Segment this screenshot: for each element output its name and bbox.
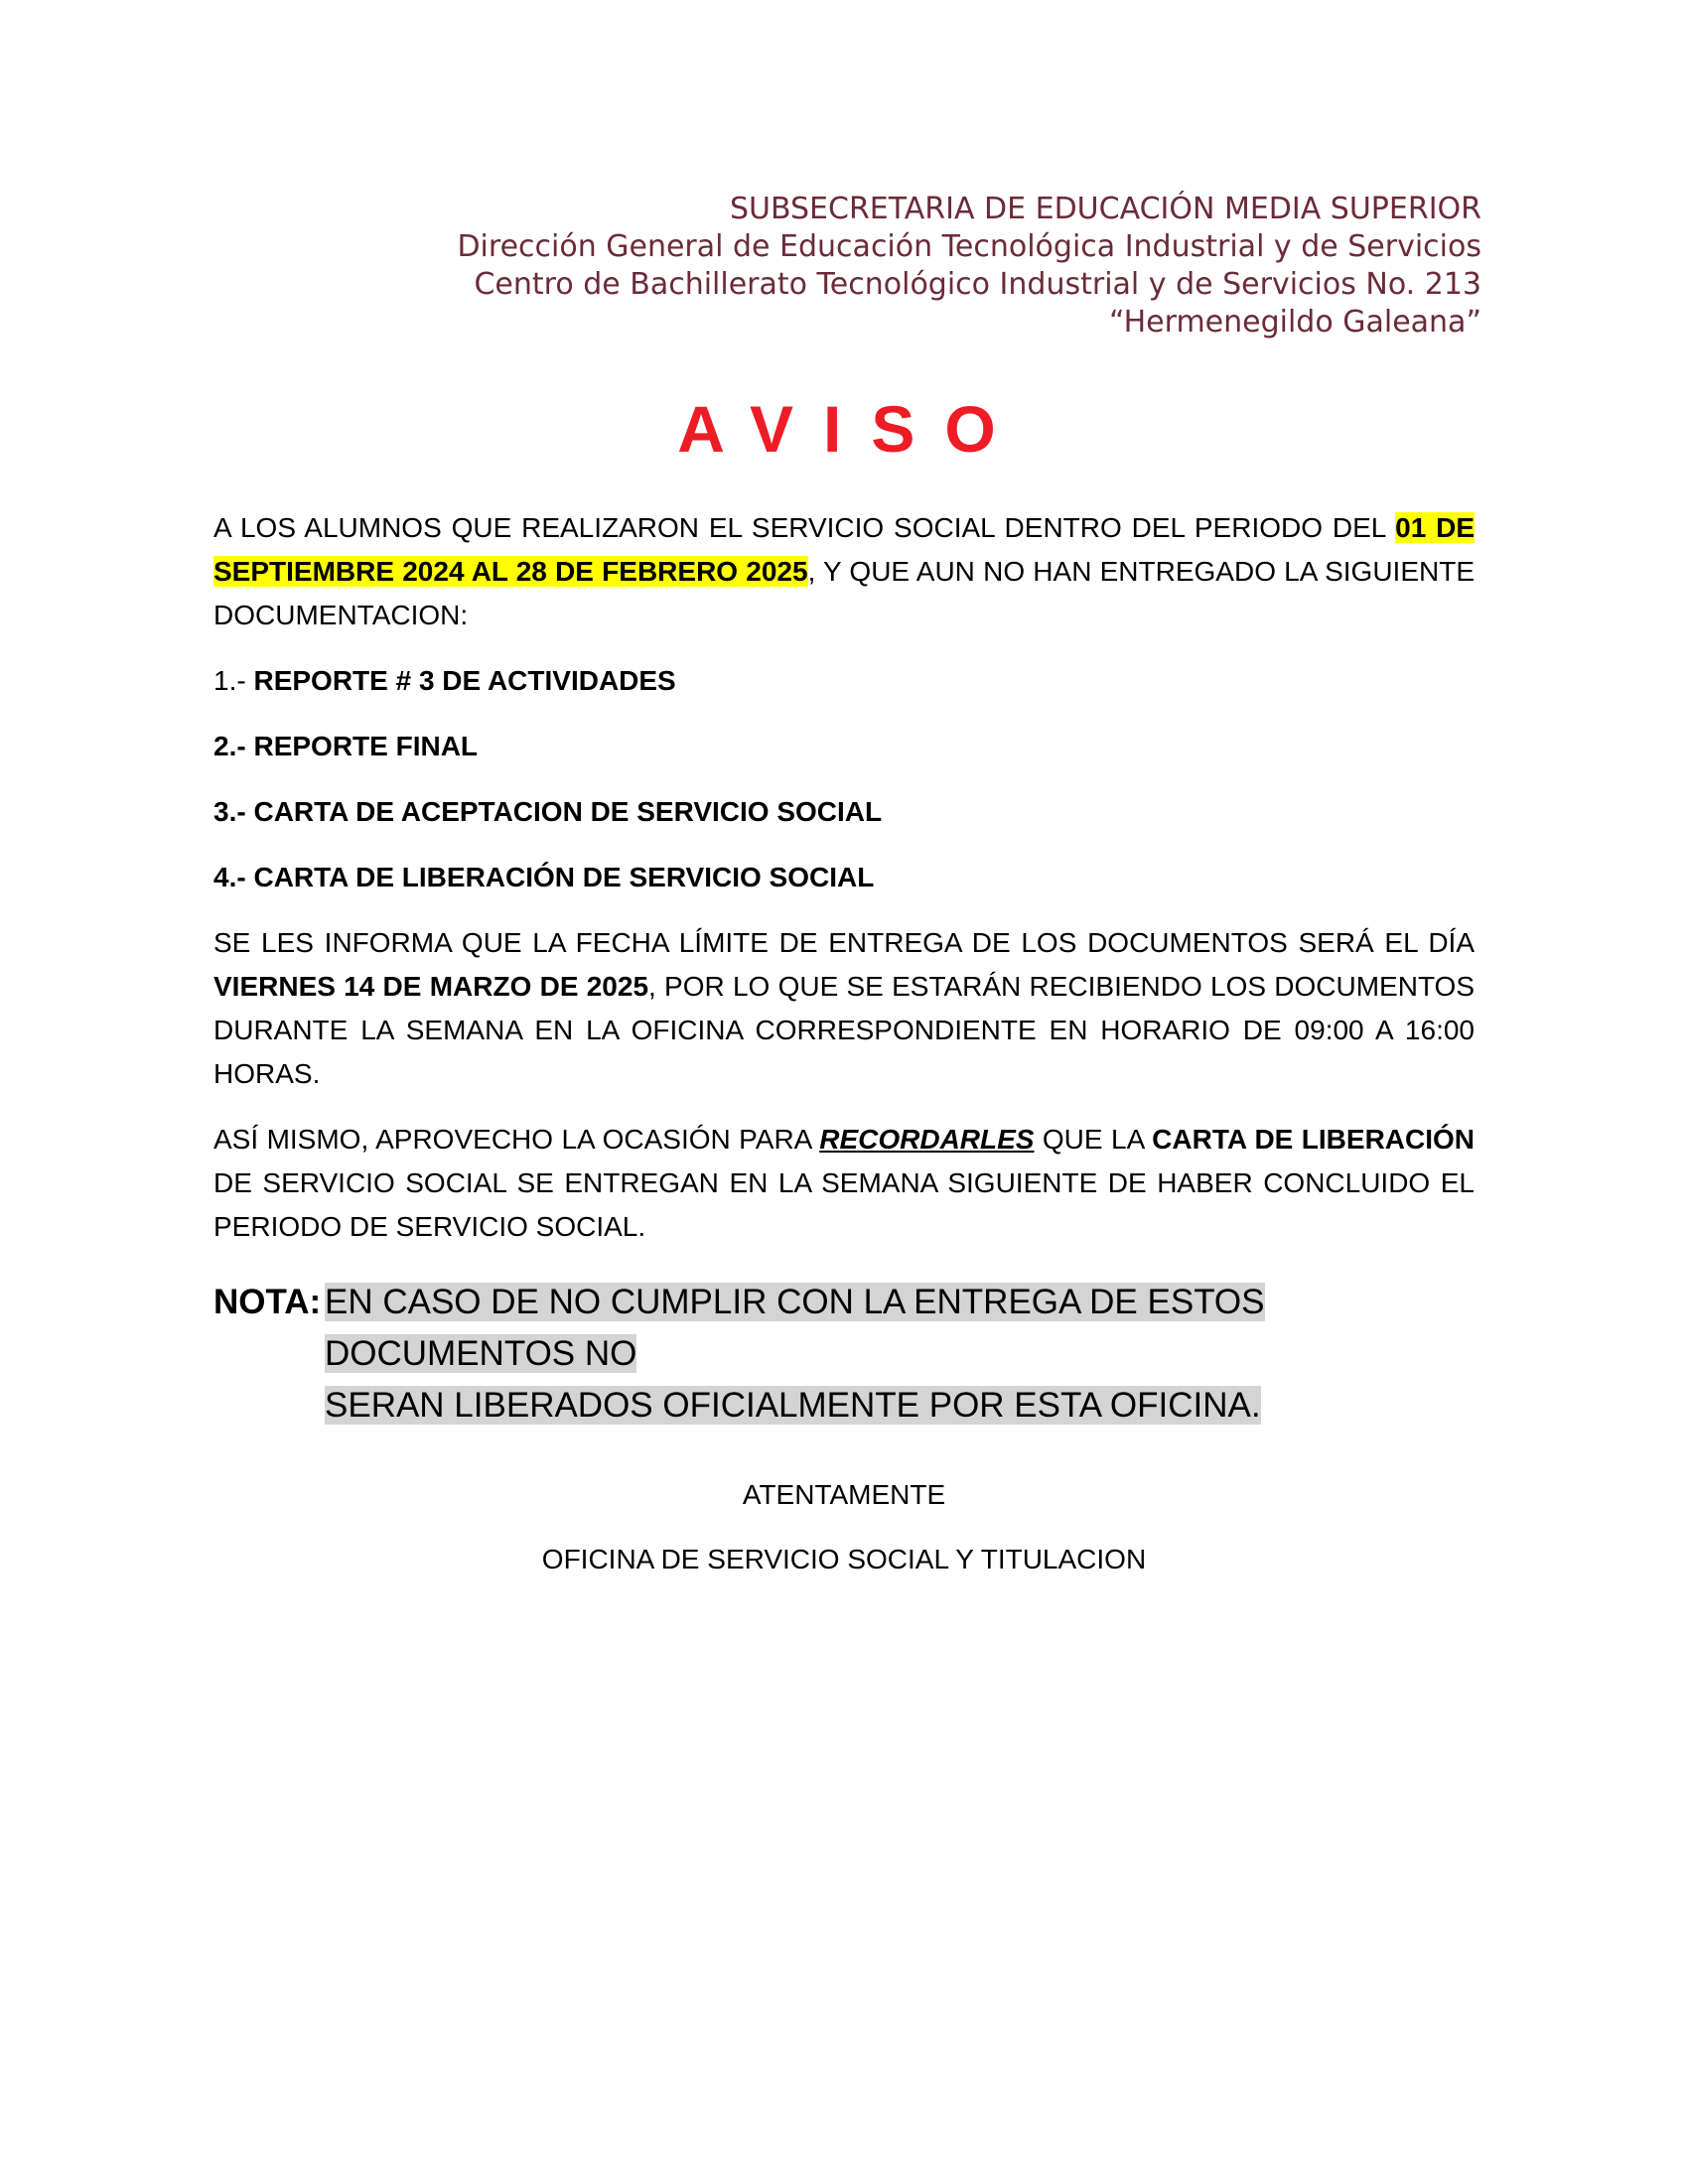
reminder-bold: CARTA DE LIBERACIÓN [1152,1124,1476,1155]
notice-body [213,506,1475,1432]
nota-label: NOTA: [213,1283,322,1321]
closing-office: OFICINA DE SERVICIO SOCIAL Y TITULACION [541,1544,1147,1574]
intro-text-after: , Y QUE AUN NO HAN ENTREGADO LA SIGUIENTE DOCUMENTACION: [213,556,1476,630]
item-text: REPORTE FINAL [253,731,479,761]
item-number: 2.- [213,731,254,761]
letterhead [457,191,1481,341]
document-item-3 [213,790,1475,834]
reminder-text-middle: QUE LA [1034,1124,1153,1155]
nota-line-1: EN CASO DE NO CUMPLIR CON LA ENTREGA DE ESTOS DOCUMENTOS NO [325,1283,1265,1373]
reminder-text: ASÍ MISMO, APROVECHO LA OCASIÓN PARA [213,1124,820,1155]
header-line-school-name: “Hermenegildo Galeana” [1109,305,1481,340]
header-line-subsecretaria: SUBSECRETARIA DE EDUCACIÓN MEDIA SUPERIOR [729,192,1481,226]
nota-line-1-wrap [325,1277,1475,1380]
nota-line-2: SERAN LIBERADOS OFICIALMENTE POR ESTA OFICINA. [325,1386,1261,1425]
reminder-text-after: DE SERVICIO SOCIAL SE ENTREGAN EN LA SEMANA SIGUIENTE DE HABER CONCLUIDO EL PERIODO DE SERVICIO SOCIAL. [213,1167,1475,1242]
item-text: CARTA DE ACEPTACION DE SERVICIO SOCIAL [253,796,883,827]
nota-line-2-wrap [325,1380,1475,1432]
reminder-paragraph [213,1118,1475,1249]
item-number: 1.- [213,665,254,696]
intro-paragraph [213,506,1475,637]
intro-text: A LOS ALUMNOS QUE REALIZARON EL SERVICIO SOCIAL DENTRO DEL PERIODO DEL [213,512,1396,543]
header-line-centro: Centro de Bachillerato Tecnológico Industrial y de Servicios No. 213 [474,267,1481,302]
deadline-text: SE LES INFORMA QUE LA FECHA LÍMITE DE ENTREGA DE LOS DOCUMENTOS SERÁ EL DÍA [213,927,1475,958]
header-line-direccion: Dirección General de Educación Tecnológica Industrial y de Servicios [457,229,1481,264]
item-number: 3.- [213,796,254,827]
nota-block [213,1277,1475,1432]
closing-salutation: ATENTAMENTE [742,1479,946,1510]
item-text: CARTA DE LIBERACIÓN DE SERVICIO SOCIAL [253,862,875,892]
period-highlight: 01 DE SEPTIEMBRE 2024 AL 28 DE FEBRERO 2025 [213,512,1476,587]
document-item-1 [213,659,1475,703]
deadline-date: VIERNES 14 DE MARZO DE 2025 [213,971,649,1002]
deadline-text-after: , POR LO QUE SE ESTARÁN RECIBIENDO LOS DOCUMENTOS DURANTE LA SEMANA EN LA OFICINA CORRESPONDIENTE EN HORARIO DE 09:00 A 16:00 HORAS. [213,971,1475,1089]
deadline-paragraph [213,921,1475,1096]
item-text: REPORTE # 3 DE ACTIVIDADES [253,665,676,696]
notice-title: AVISO [677,392,1026,466]
document-item-2 [213,725,1475,768]
item-number: 4.- [213,862,254,892]
reminder-emphasis: RECORDARLES [819,1124,1035,1155]
document-item-4 [213,856,1475,899]
